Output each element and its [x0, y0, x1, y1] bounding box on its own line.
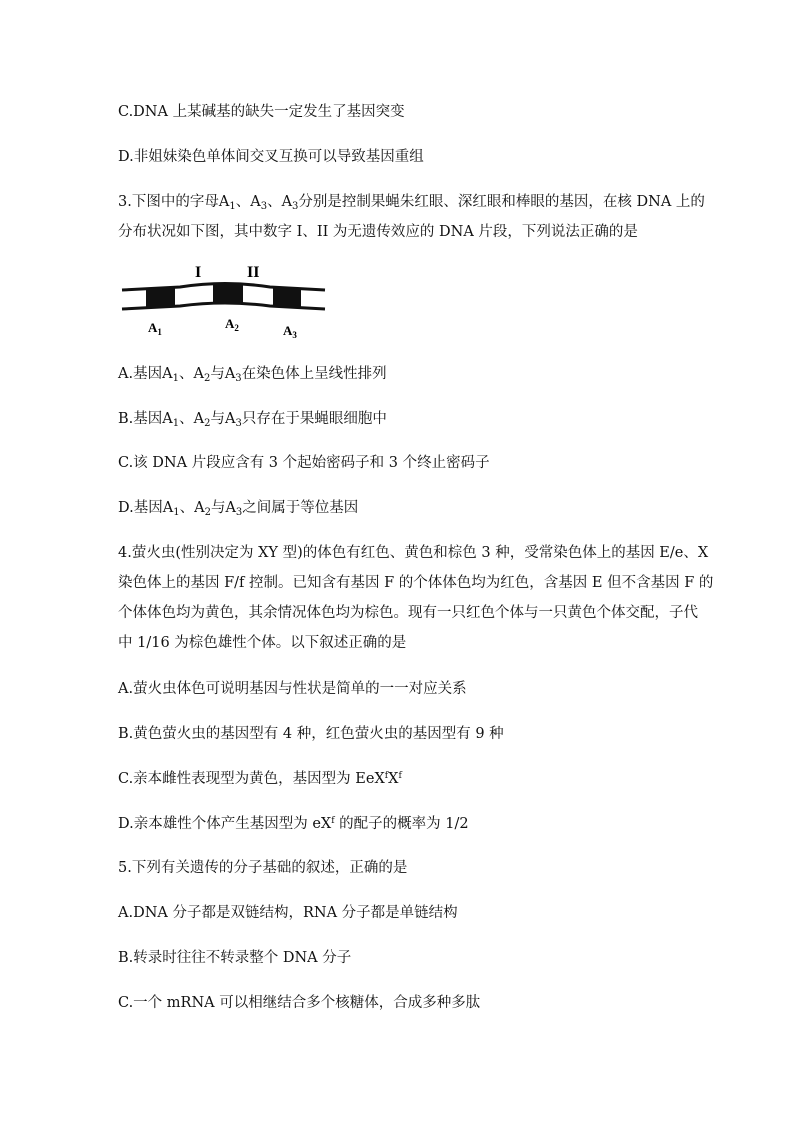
gene-block-a2	[213, 283, 243, 303]
label-a1: $A_1$	[148, 320, 162, 337]
option-c-dna-mutation: C.DNA 上某碱基的缺失一定发生了基因突变	[118, 104, 405, 120]
gene-a1: $A_1$	[218, 194, 236, 212]
q4-option-c: C.亲本雌性表现型为黄色，基因型为 $EeX^fX^f$	[118, 771, 402, 787]
q3-text-a: 3.下图中的字母	[118, 194, 219, 210]
question-4-line-4: 中 1/16 为棕色雄性个体。以下叙述正确的是	[118, 635, 407, 651]
q3-option-d: D.基因$A_1$、$A_2$与$A_3$之间属于等位基因	[118, 500, 359, 518]
question-4-line-1: 4.萤火虫(性别决定为 XY 型)的体色有红色、黄色和棕色 3 种，受常染色体上的基因 E/e、X	[118, 545, 709, 561]
q4-option-b: B.黄色萤火虫的基因型有 4 种，红色萤火虫的基因型有 9 种	[118, 726, 504, 742]
q5-option-a: A.DNA 分子都是双链结构，RNA 分子都是单链结构	[118, 905, 458, 921]
question-3-line-1: 3.下图中的字母$A_1$、$A_3$、$A_3$分别是控制果蝇朱红眼、深红眼和棒眼的基因，在核 DNA 上的	[118, 194, 705, 212]
label-a3: $A_3$	[283, 323, 297, 340]
question-4-line-2: 染色体上的基因 F/f 控制。已知含有基因 F 的个体体色均为红色，含基因 E 但不含基因 F 的	[118, 575, 714, 591]
label-i: I	[195, 264, 202, 281]
q4-option-a: A.萤火虫体色可说明基因与性状是简单的一一对应关系	[118, 681, 467, 697]
dna-segment-diagram	[120, 262, 340, 342]
q3-option-a: A.基因$A_1$、$A_2$与$A_3$在染色体上呈线性排列	[118, 366, 387, 384]
gene-a3b: $A_3$	[281, 194, 299, 212]
option-d-crossing-over: D.非姐妹染色单体间交叉互换可以导致基因重组	[118, 149, 424, 165]
label-a2: $A_2$	[225, 316, 239, 333]
q4-option-d: D.亲本雄性个体产生基因型为 $eX^f$ 的配子的概率为 1/2	[118, 816, 469, 832]
q5-option-c: C.一个 mRNA 可以相继结合多个核糖体，合成多种多肽	[118, 995, 481, 1011]
label-ii: II	[247, 264, 260, 281]
q3-text-b: 分别是控制果蝇朱红眼、深红眼和棒眼的基因，在核 DNA 上的	[298, 194, 705, 210]
question-3-line-2: 分布状况如下图，其中数字 I、II 为无遗传效应的 DNA 片段，下列说法正确的是	[118, 224, 638, 240]
gene-block-a1	[146, 288, 175, 309]
q3-option-c: C.该 DNA 片段应含有 3 个起始密码子和 3 个终止密码子	[118, 455, 490, 471]
q3-option-b: B.基因$A_1$、$A_2$与$A_3$只存在于果蝇眼细胞中	[118, 411, 387, 429]
question-5: 5.下列有关遗传的分子基础的叙述，正确的是	[118, 860, 408, 876]
gene-a3: $A_3$	[250, 194, 268, 212]
question-4-line-3: 个体体色均为黄色，其余情况体色均为棕色。现有一只红色个体与一只黄色个体交配，子代	[118, 605, 698, 621]
q5-option-b: B.转录时往往不转录整个 DNA 分子	[118, 950, 352, 966]
gene-block-a3	[273, 288, 301, 308]
